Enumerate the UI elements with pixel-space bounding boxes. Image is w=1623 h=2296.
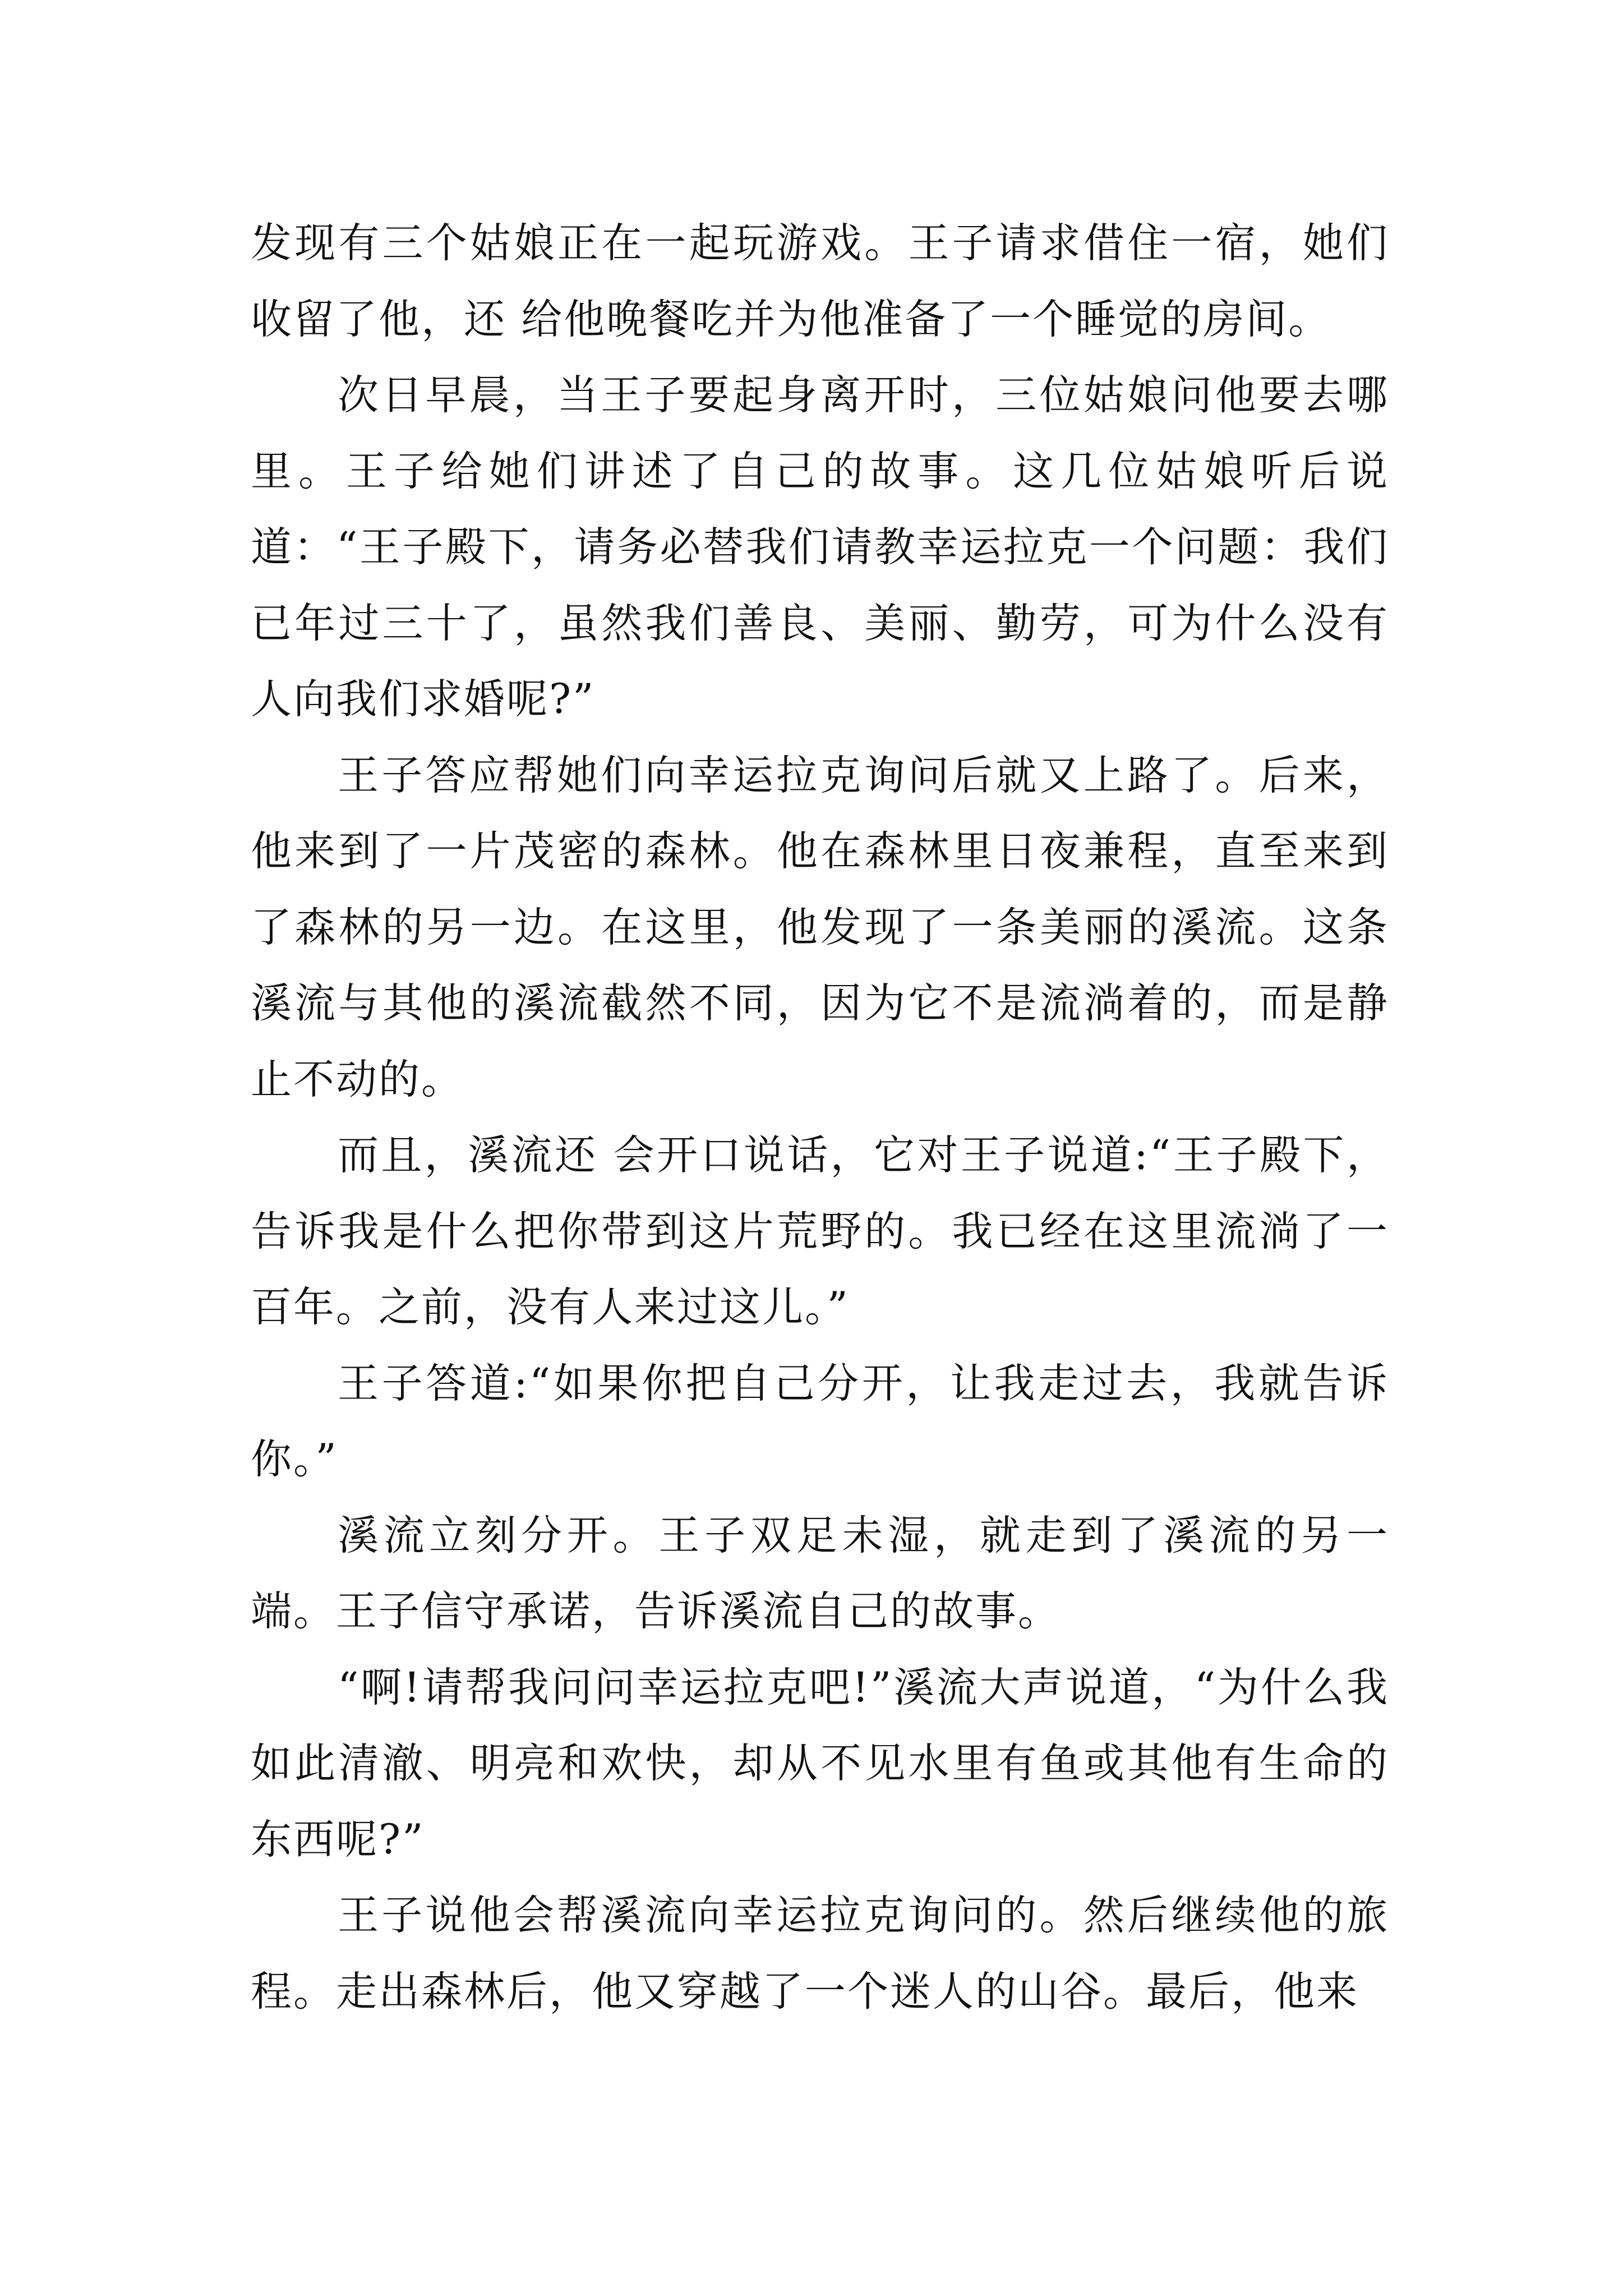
paragraph-5: 王子答道:“如果你把自己分开，让我走过去，我就告诉你。” bbox=[251, 1359, 1389, 1483]
paragraph-8: 王子说他会帮溪流向幸运拉克询问的。然后继续他的旅程。走出森林后，他又穿越了一个迷人的山谷。最后，他来 bbox=[251, 1892, 1389, 2016]
paragraph-4: 而且，溪流还 会开口说话，它对王子说道:“王子殿下，告诉我是什么把你带到这片荒野的。我已经在这里流淌了一百年。之前，没有人来过这儿。” bbox=[251, 1131, 1389, 1331]
paragraph-2: 次日早晨，当王子要起身离开时，三位姑娘问他要去哪里。王子给她们讲述了自己的故事。这几位姑娘听后说道：“王子殿下，请务必替我们请教幸运拉克一个问题：我们已年过三十了，虽然我们善良、美丽、勤劳，可为什么没有人向我们求婚呢?” bbox=[251, 371, 1389, 723]
paragraph-1: 发现有三个姑娘正在一起玩游戏。王子请求借住一宿，她们收留了他，还 给他晚餐吃并为他准备了一个睡觉的房间。 bbox=[251, 219, 1389, 343]
story-text bbox=[251, 205, 1389, 2030]
paragraph-7: “啊!请帮我问问幸运拉克吧!”溪流大声说道，“为什么我如此清澈、明亮和欢快，却从不见水里有鱼或其他有生命的东西呢?” bbox=[251, 1663, 1389, 1864]
paragraph-6: 溪流立刻分开。王子双足未湿，就走到了溪流的另一端。王子信守承诺，告诉溪流自己的故事。 bbox=[251, 1511, 1389, 1635]
paragraph-3: 王子答应帮她们向幸运拉克询问后就又上路了。后来，他来到了一片茂密的森林。他在森林里日夜兼程，直至来到了森林的另一边。在这里，他发现了一条美丽的溪流。这条溪流与其他的溪流截然不同，因为它不是流淌着的，而是静止不动的。 bbox=[251, 751, 1389, 1103]
